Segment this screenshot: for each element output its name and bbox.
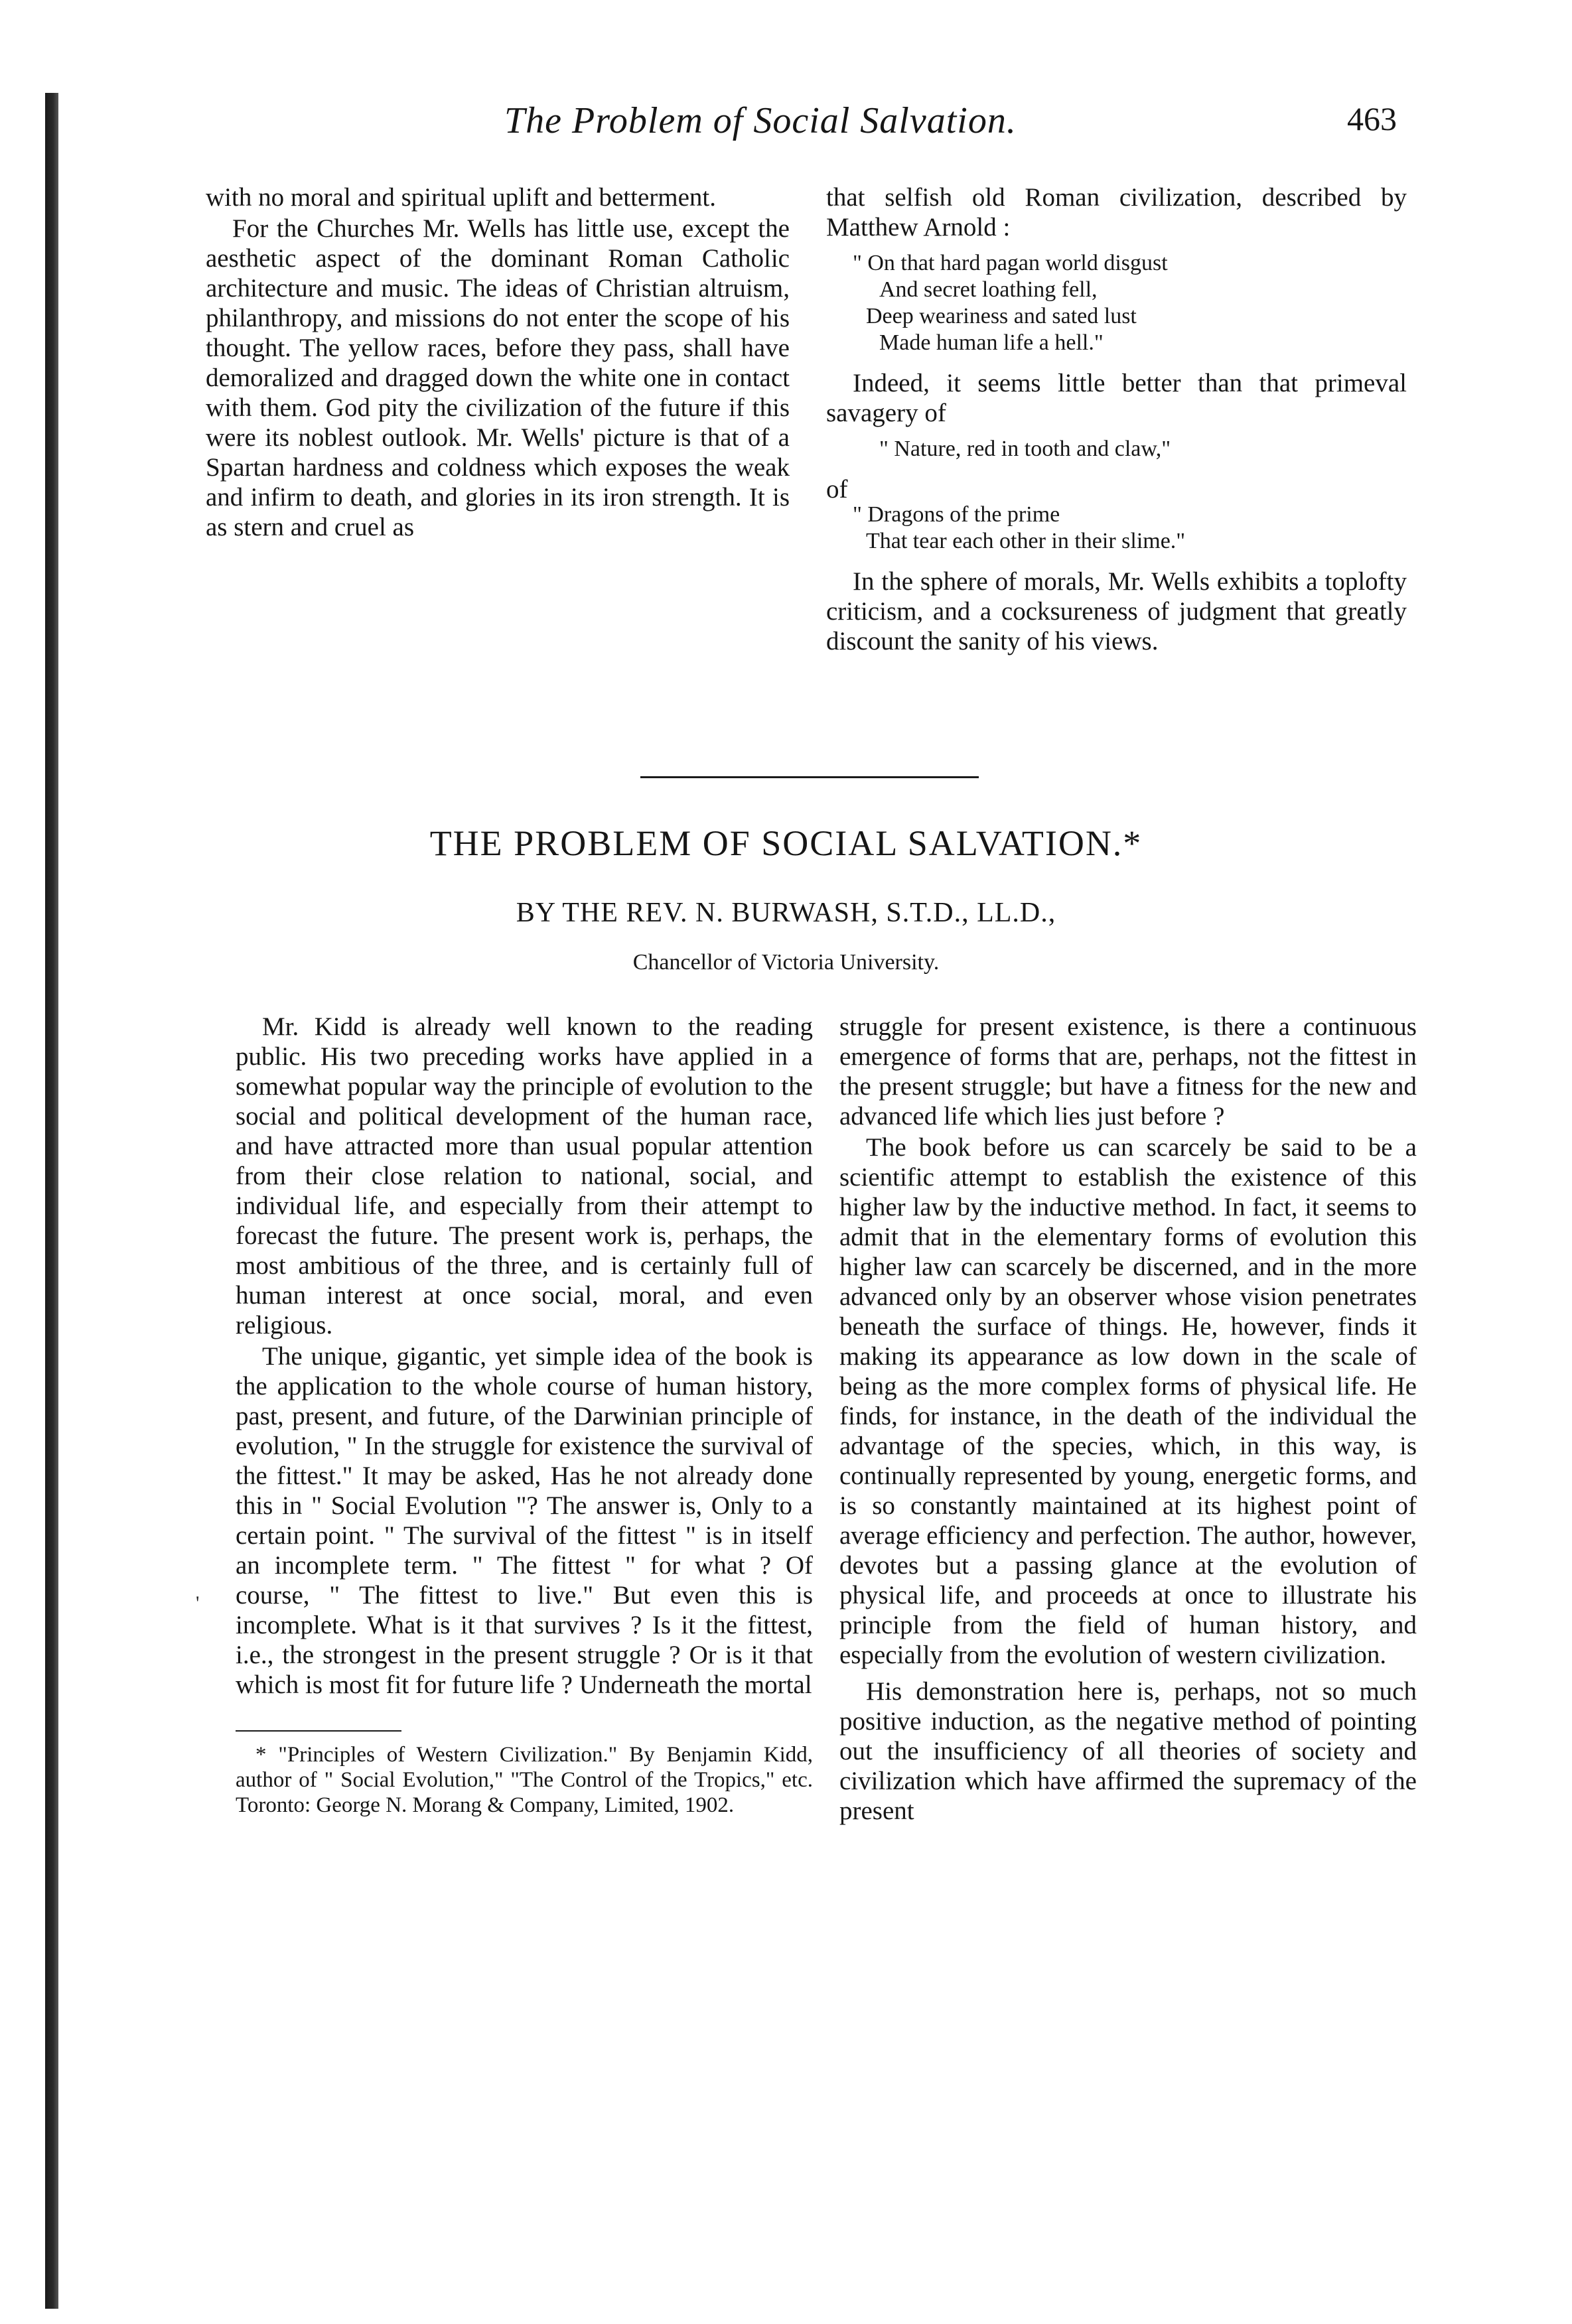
article-paragraph-1: Mr. Kidd is already well known to the reading public. His two preceding works have applied in a somewhat popular way the principle of evolution to the social and political development of the human race, and have attracted more than usual popular attention from their close relation to national, social, and individual life, and especially from their attempt to forecast the future. The present work is, perhaps, the most ambitious of the three, and is certainly full of human interest at once social, moral, and even religious. [236, 1012, 813, 1339]
nature-quote [826, 436, 1407, 462]
footnote [236, 1742, 813, 1818]
dragons-verse [826, 502, 1407, 555]
footnote-text: * "Principles of Western Civilization." By Benjamin Kidd, author of " Social Evolution," "The Control of the Tropics," etc. Toronto: George N. Morang & Company, Limited, 1902. [236, 1743, 813, 1817]
verse-line: " Nature, red in tooth and claw," [879, 437, 1171, 461]
article-right-column [839, 1012, 1417, 1826]
article-paragraph-2: The unique, gigantic, yet simple idea of the book is the application to the whole course of human history, past, present, and future, of the Darwinian principle of evolution, " In the struggle for existence the survival of the fittest." It may be asked, Has he not already done this in " Social Evolution "? The answer is, Only to a certain point. " The survival of the fittest " is in itself an incomplete term. " The fittest " for what ? Of course, " The fittest to live." But even this is incomplete. What is it that survives ? Is it the fittest, i.e., the strongest in the present struggle ? Or is it that which is most fit for future life ? Underneath the mortal [236, 1342, 813, 1699]
article-right-paragraph-1: struggle for present existence, is there a continuous emergence of forms that are, perhaps, not the fittest in the present struggle; but have a fitness for the new and advanced life which lies just before ? [839, 1012, 1417, 1130]
article-right-paragraph-2: The book before us can scarcely be said to be a scientific attempt to establish the existence of this higher law by the inductive method. In fact, it seems to admit that in the elementary forms of evolution this higher law can scarcely be discerned, and in the more advanced only by an observer whose vision penetrates beneath the surface of things. He, however, finds it making its appearance as low down in the scale of being as the more complex forms of physical life. He finds, for instance, in the death of the individual the advantage of the species, which, in this way, is continually represented by young, energetic forms, and is so constantly maintained at its highest point of average efficiency and perfection. The author, however, devotes but a passing glance at the evolution of physical life, and proceeds at once to illustrate his principle from the field of human history, and especially from the evolution of western civilization. [839, 1133, 1417, 1669]
binding-shadow [45, 93, 58, 2309]
prev-article-left-column [206, 182, 790, 542]
article-right-paragraph-3: His demonstration here is, perhaps, not so much positive induction, as the negative method of pointing out the insufficiency of all theories of society and civilization which have affirmed the supremacy of the present [839, 1677, 1417, 1825]
prev-paragraph-2: For the Churches Mr. Wells has little use, except the aesthetic aspect of the dominant Roman Catholic architecture and music. The ideas of Christian altruism, philanthropy, and missions do not enter the scope of his thought. The yellow races, before they pass, shall have demoralized and dragged down the white one in contact with them. God pity the civilization of the future if this were its noblest outlook. Mr. Wells' picture is that of a Spartan hardness and coldness which exposes the weak and infirm to death, and glories in its iron strength. It is as stern and cruel as [206, 214, 790, 541]
prev-paragraph-1: with no moral and spiritual uplift and betterment. [206, 183, 716, 212]
article-byline: BY THE REV. N. BURWASH, S.T.D., LL.D., [516, 898, 1056, 928]
article-title: THE PROBLEM OF SOCIAL SALVATION.* [429, 823, 1143, 863]
verse-line: That tear each other in their slime." [866, 529, 1186, 553]
prev-right-intro: that selfish old Roman civilization, described by Matthew Arnold : [826, 183, 1407, 241]
page-number: 463 [1347, 100, 1397, 137]
verse-line: " Dragons of the prime [853, 502, 1060, 527]
verse-line: Deep weariness and sated lust [866, 304, 1137, 328]
prev-article-right-column [826, 182, 1407, 656]
arnold-verse [826, 250, 1407, 356]
verse-line: " On that hard pagan world disgust [853, 251, 1168, 275]
verse-line: Made human life a hell." [879, 330, 1104, 355]
article-left-column [236, 1012, 813, 1818]
running-title: The Problem of Social Salvation. [504, 100, 1017, 141]
verse-line: And secret loathing fell, [879, 277, 1098, 302]
author-affiliation: Chancellor of Victoria University. [632, 950, 940, 975]
prev-indeed-text: Indeed, it seems little better than that primeval savagery of [826, 369, 1407, 427]
footnote-rule [236, 1730, 401, 1732]
section-divider [640, 776, 979, 778]
margin-speck: ' [196, 1592, 200, 1614]
prev-of-word: of [826, 475, 848, 504]
prev-closing-paragraph: In the sphere of morals, Mr. Wells exhibits a toplofty criticism, and a cocksureness of judgment that greatly discount the sanity of his views. [826, 567, 1407, 655]
